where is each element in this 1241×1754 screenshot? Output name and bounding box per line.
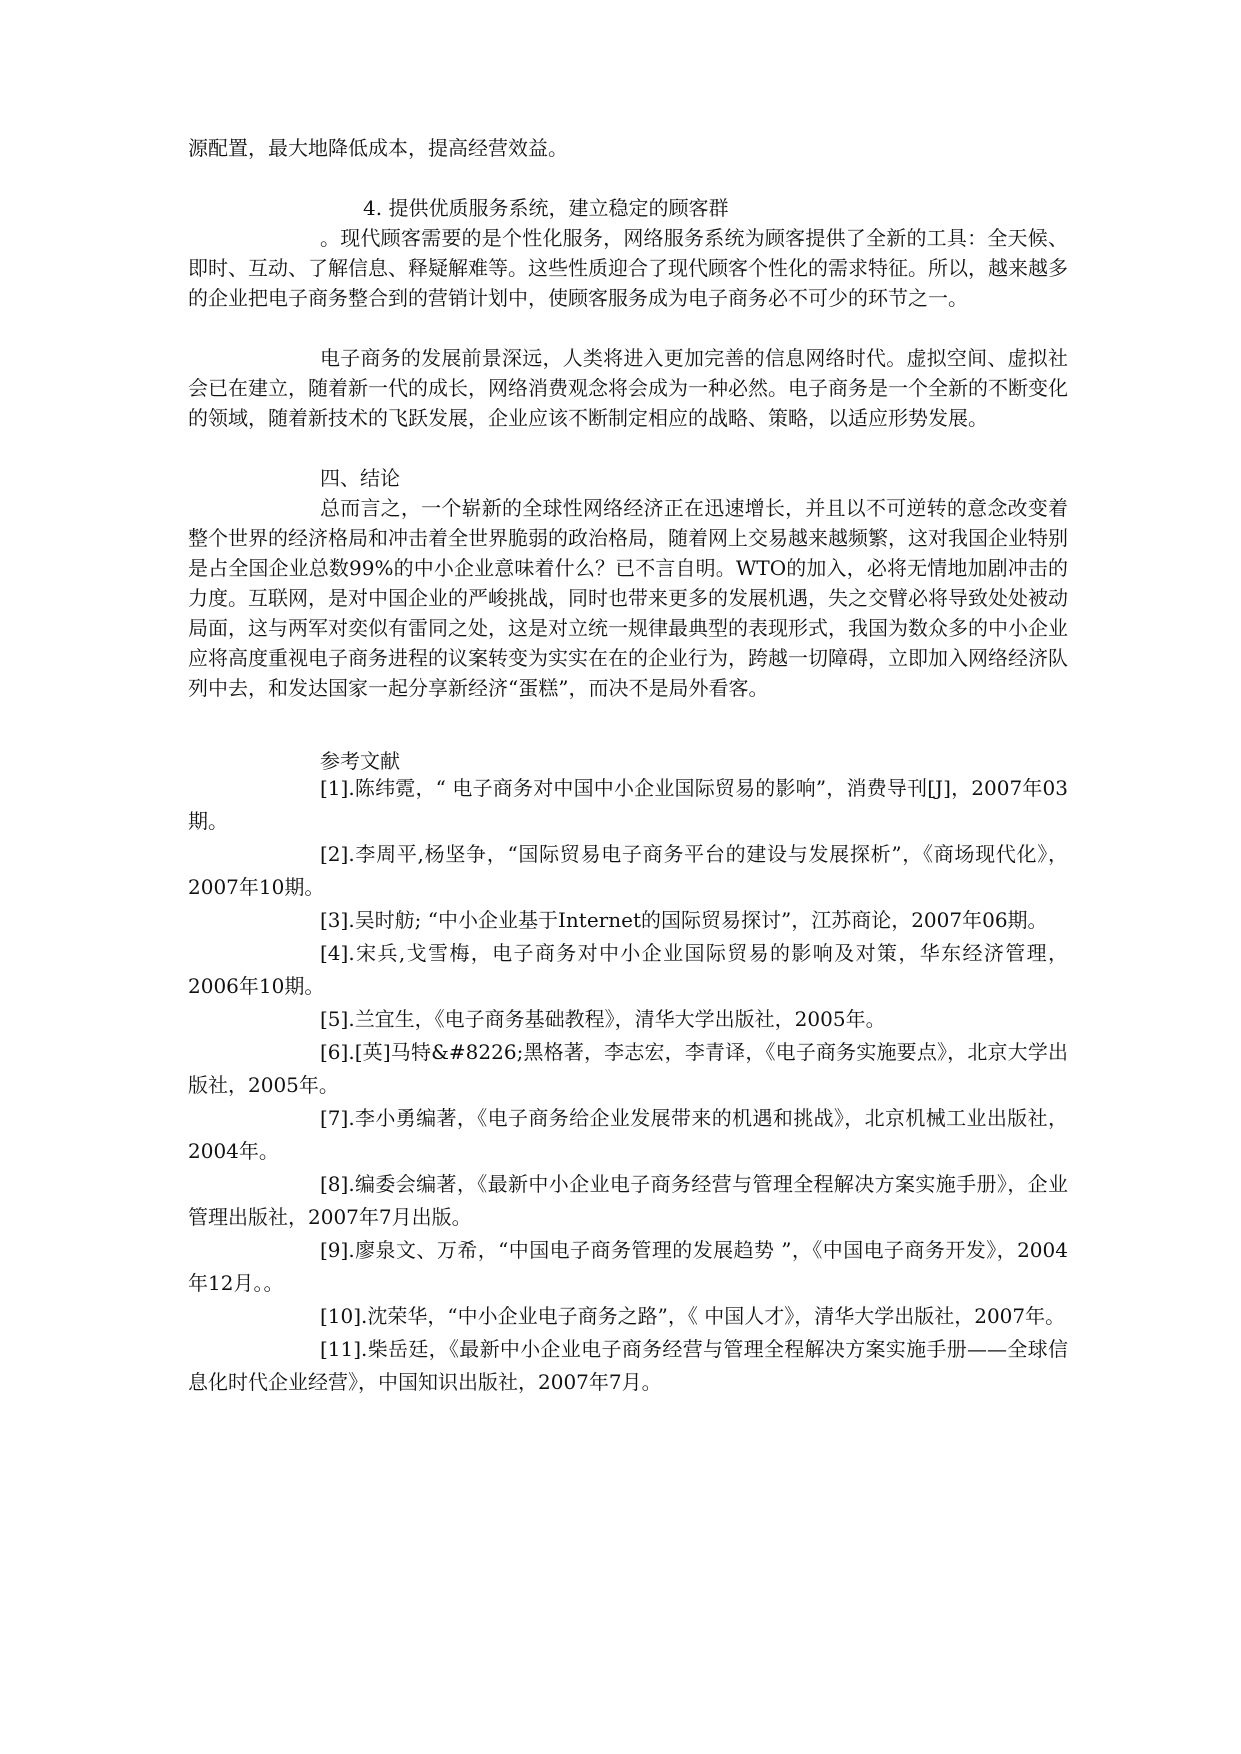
section-heading-4: 4. 提供优质服务系统，建立稳定的顾客群 [363,196,729,220]
reference-item: [3].吴时舫; “中小企业基于Internet的国际贸易探讨”，江苏商论，2007年06期。 [320,908,1048,932]
reference-item: [9].廖泉文、万希，“中国电子商务管理的发展趋势 ”，《中国电子商务开发》，2004年12月。。 [188,1238,1068,1295]
paragraph-prospect: 电子商务的发展前景深远，人类将进入更加完善的信息网络时代。虚拟空间、虚拟社会已在建立，随着新一代的成长，网络消费观念将会成为一种必然。电子商务是一个全新的不断变化的领域，随着新技术的飞跃发展，企业应该不断制定相应的战略、策略，以适应形势发展。 [188,346,1068,430]
reference-item: [8].编委会编著，《最新中小企业电子商务经营与管理全程解决方案实施手册》，企业管理出版社，2007年7月出版。 [188,1172,1068,1229]
reference-item: [11].柴岳廷，《最新中小企业电子商务经营与管理全程解决方案实施手册——全球信息化时代企业经营》，中国知识出版社，2007年7月。 [188,1337,1068,1394]
references-heading: 参考文献 [320,749,400,773]
paragraph-service: 。现代顾客需要的是个性化服务，网络服务系统为顾客提供了全新的工具：全天候、即时、互动、了解信息、释疑解难等。这些性质迎合了现代顾客个性化的需求特征。所以，越来越多的企业把电子商务整合到的营销计划中，使顾客服务成为电子商务必不可少的环节之一。 [188,226,1068,310]
reference-item: [7].李小勇编著，《电子商务给企业发展带来的机遇和挑战》，北京机械工业出版社，2004年。 [188,1106,1068,1163]
references-list [188,772,1068,1399]
paragraph-conclusion: 总而言之，一个崭新的全球性网络经济正在迅速增长，并且以不可逆转的意念改变着整个世界的经济格局和冲击着全世界脆弱的政治格局，随着网上交易越来越频繁，这对我国企业特别是占全国企业总数99%的中小企业意味着什么？已不言自明。WTO的加入，必将无情地加剧冲击的力度。互联网，是对中国企业的严峻挑战，同时也带来更多的发展机遇，失之交臂必将导致处处被动局面，这与两军对奕似有雷同之处，这是对立统一规律最典型的表现形式，我国为数众多的中小企业应将高度重视电子商务进程的议案转变为实实在在的企业行为，跨越一切障碍，立即加入网络经济队列中去，和发达国家一起分享新经济“蛋糕”，而决不是局外看客。 [188,496,1068,700]
section-heading-conclusion: 四、结论 [320,466,400,490]
reference-item: [2].李周平,杨坚争，“国际贸易电子商务平台的建设与发展探析”，《商场现代化》，2007年10期。 [188,842,1068,899]
reference-item: [1].陈纬霓，“ 电子商务对中国中小企业国际贸易的影响”，消费导刊[J]，2007年03期。 [188,776,1068,833]
reference-item: [10].沈荣华，“中小企业电子商务之路”，《 中国人才》，清华大学出版社，2007年。 [320,1304,1066,1328]
paragraph-continuation: 源配置，最大地降低成本，提高经营效益。 [188,136,568,160]
reference-item: [4].宋兵,戈雪梅，电子商务对中小企业国际贸易的影响及对策，华东经济管理，2006年10期。 [188,941,1068,998]
reference-item: [5].兰宜生，《电子商务基础教程》，清华大学出版社，2005年。 [320,1007,886,1031]
reference-item: [6].[英]马特&#8226;黑格著，李志宏，李青译，《电子商务实施要点》，北京大学出版社，2005年。 [188,1040,1068,1097]
